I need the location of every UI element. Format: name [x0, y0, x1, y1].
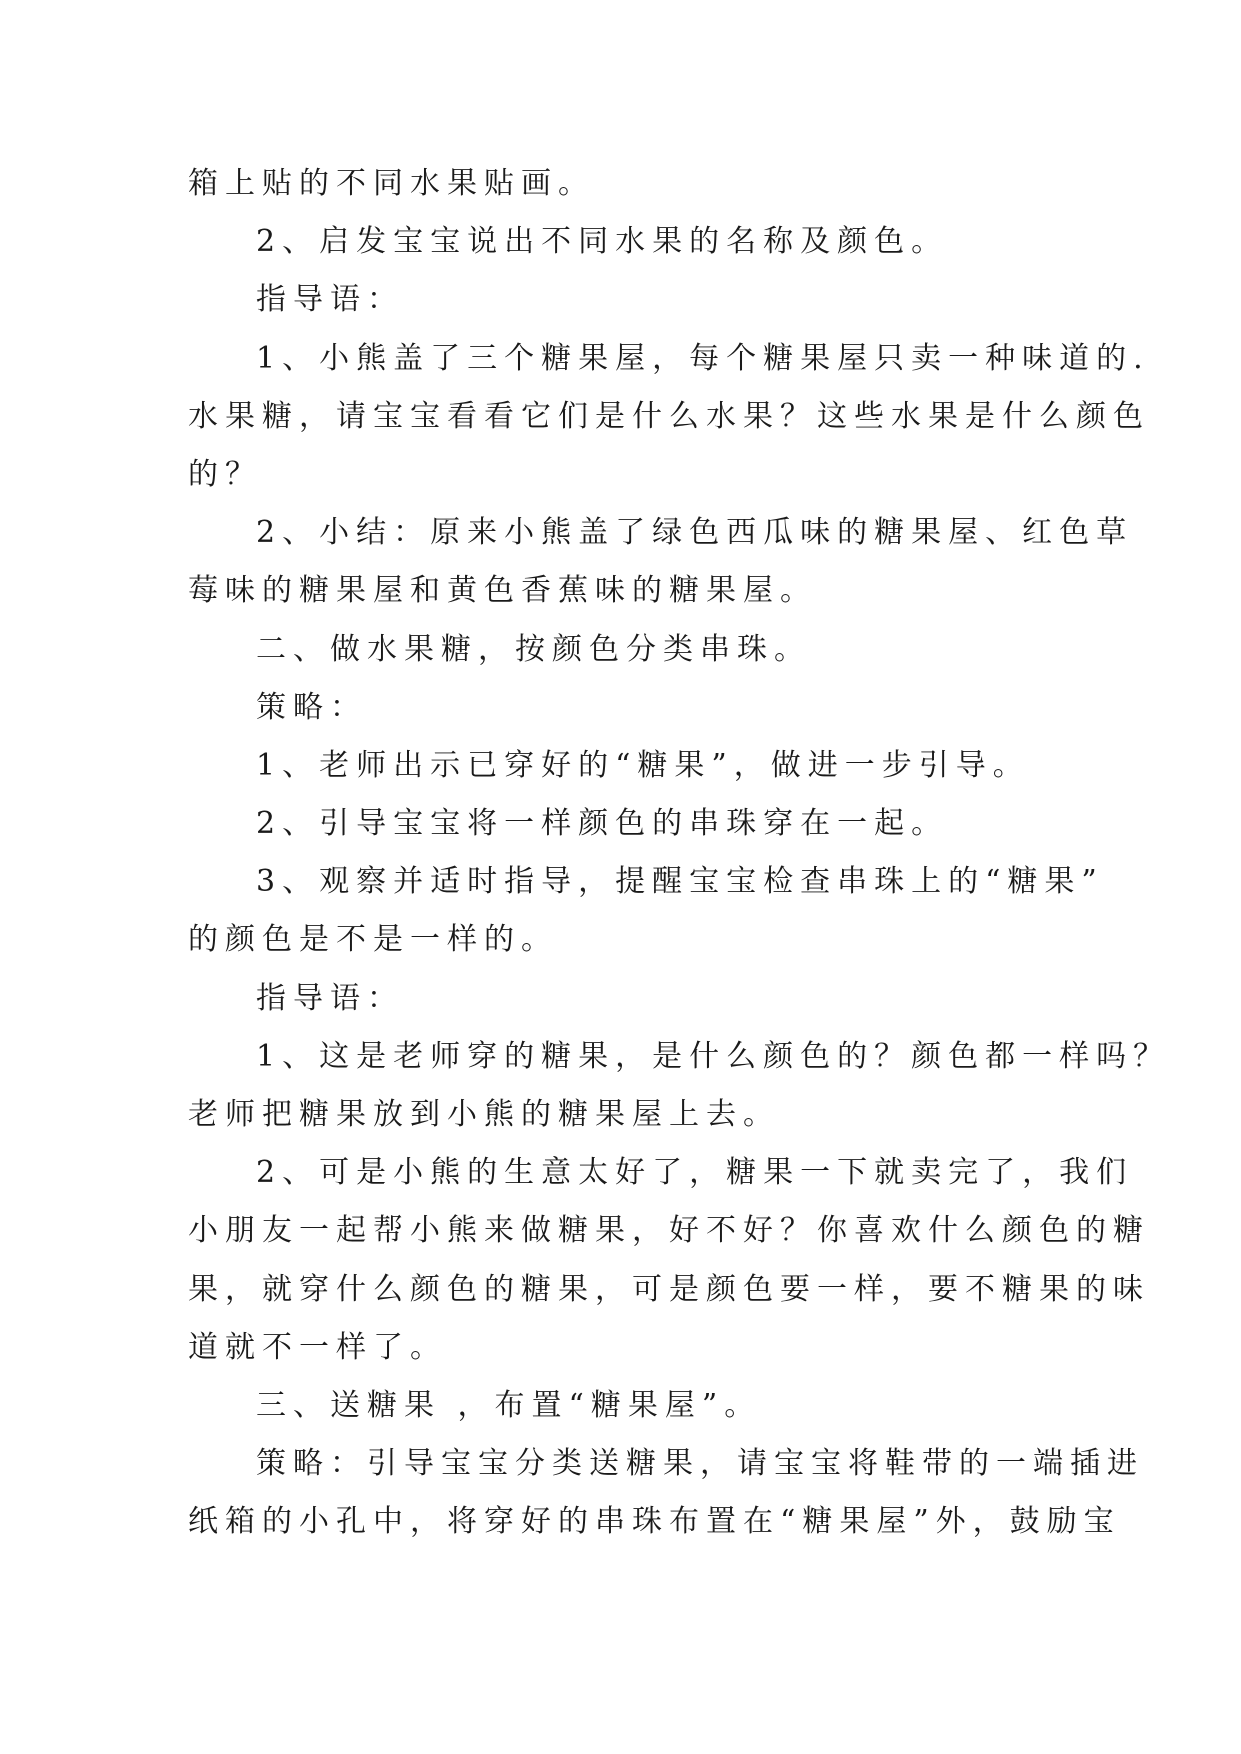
- text-line: 3、观察并适时指导，提醒宝宝检查串珠上的“糖果”: [256, 864, 1104, 900]
- text-line: 箱上贴的不同水果贴画。: [188, 166, 595, 201]
- text-line: 2、可是小熊的生意太好了，糖果一下就卖完了，我们: [256, 1155, 1134, 1191]
- text-line: 果，就穿什么颜色的糖果，可是颜色要一样，要不糖果的味: [188, 1271, 1150, 1307]
- text-line: 莓味的糖果屋和黄色香蕉味的糖果屋。: [188, 573, 817, 609]
- text-line: 水果糖，请宝宝看看它们是什么水果？这些水果是什么颜色: [188, 398, 1150, 434]
- text-line: 1、老师出示已穿好的“糖果”，做进一步引导。: [256, 747, 1030, 783]
- section-heading: 二、做水果糖，按颜色分类串珠。: [256, 631, 811, 667]
- text-line: 纸箱的小孔中，将穿好的串珠布置在“糖果屋”外，鼓励宝: [188, 1504, 1121, 1540]
- section-label: 策略：: [256, 689, 367, 725]
- text-line: 小朋友一起帮小熊来做糖果，好不好？你喜欢什么颜色的糖: [188, 1213, 1150, 1249]
- text-line: 2、启发宝宝说出不同水果的名称及颜色。: [256, 224, 949, 260]
- text-line: 策略：引导宝宝分类送糖果，请宝宝将鞋带的一端插进: [256, 1446, 1144, 1482]
- text-line: 老师把糖果放到小熊的糖果屋上去。: [188, 1097, 780, 1132]
- document-body: [188, 155, 1171, 1552]
- text-line: 道就不一样了。: [188, 1329, 447, 1365]
- text-line: 1、小熊盖了三个糖果屋，每个糖果屋只卖一种味道的.: [256, 340, 1150, 376]
- text-line: 2、小结：原来小熊盖了绿色西瓜味的糖果屋、红色草: [256, 515, 1134, 551]
- text-line: 的颜色是不是一样的。: [188, 922, 558, 958]
- text-line: 1、这是老师穿的糖果，是什么颜色的？颜色都一样吗？: [256, 1038, 1171, 1074]
- section-label: 指导语：: [256, 282, 404, 318]
- text-line: 的？: [188, 456, 262, 492]
- section-label: 指导语：: [256, 980, 404, 1016]
- section-heading: 三、送糖果 ，布置“糖果屋”。: [256, 1387, 762, 1423]
- text-line: 2、引导宝宝将一样颜色的串珠穿在一起。: [256, 806, 949, 842]
